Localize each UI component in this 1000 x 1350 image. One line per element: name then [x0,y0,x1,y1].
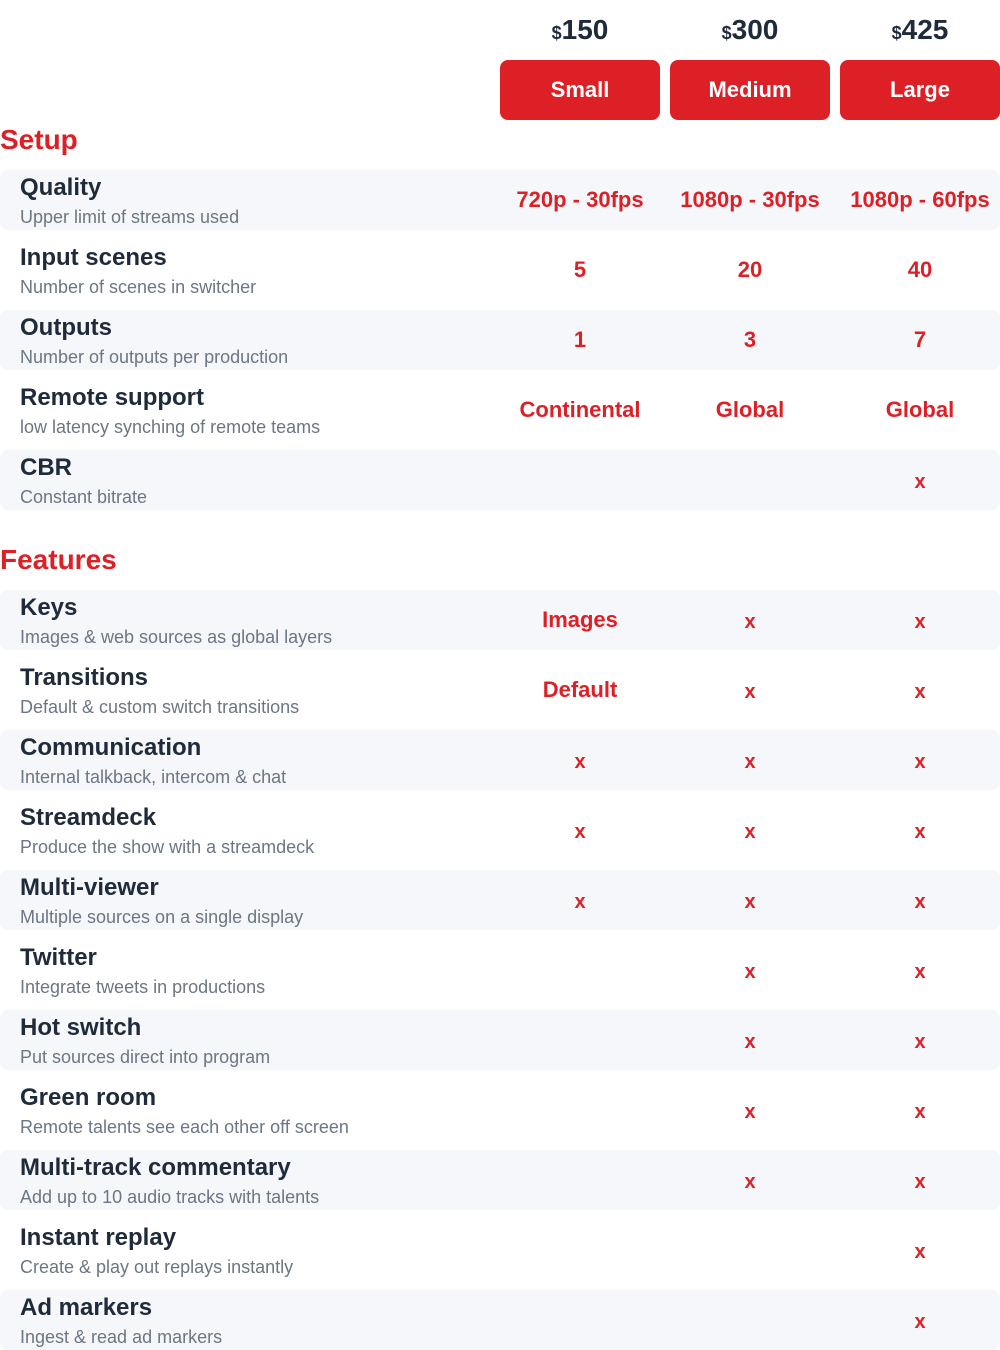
feature-name: Ad markers [20,1294,153,1321]
plan-value-medium: 20 [737,257,763,282]
feature-description: Put sources direct into program [20,1047,271,1067]
feature-description: Ingest & read ad markers [20,1327,223,1347]
feature-description: Add up to 10 audio tracks with talents [20,1187,320,1207]
plan-value-small [495,1010,665,1070]
feature-name: Multi-track commentary [20,1154,291,1181]
plan-value-medium: Global [715,397,785,422]
plan-value-large: 1080p - 60fps [850,187,990,212]
plan-value-medium: 1080p - 30fps [680,187,820,212]
plan-value-large: x [914,1100,926,1123]
plan-value-small: 5 [573,257,587,282]
plan-value-large: x [914,1030,926,1053]
feature-description: Default & custom switch transitions [20,697,300,717]
plan-small-button[interactable]: Small [500,60,660,120]
plan-value-large: x [914,610,926,633]
plan-medium-price: $300 [721,14,779,45]
plan-value-small: 720p - 30fps [516,187,644,212]
plan-value-medium: x [744,750,756,773]
plan-value-medium [665,1220,835,1280]
section-title-setup: Setup [0,124,78,155]
plan-value-medium: x [744,1100,756,1123]
plan-value-small: x [574,750,586,773]
feature-description: Constant bitrate [20,487,148,507]
plan-value-small [495,1290,665,1350]
plan-value-small [495,450,665,510]
table-row [0,380,1000,450]
feature-name: Green room [20,1084,157,1111]
plan-value-small [495,1150,665,1210]
plan-value-small: Continental [519,397,641,422]
plan-value-medium: x [744,680,756,703]
features-table [0,590,1000,1350]
feature-description: Internal talkback, intercom & chat [20,767,287,787]
table-row [0,800,1000,870]
feature-name: Transitions [20,664,149,691]
plan-value-medium: x [744,1170,756,1193]
table-row [0,660,1000,730]
feature-description: Multiple sources on a single display [20,907,304,927]
plan-value-medium: x [744,1030,756,1053]
feature-description: Upper limit of streams used [20,207,240,227]
plan-value-large: x [914,750,926,773]
feature-name: Hot switch [20,1014,142,1041]
table-row [0,1150,1000,1220]
feature-name: Twitter [20,944,97,971]
plan-value-small: x [574,890,586,913]
feature-description: low latency synching of remote teams [20,417,321,437]
plan-large-button[interactable]: Large [840,60,1000,120]
table-row [0,450,1000,520]
plan-value-large: x [914,960,926,983]
feature-description: Create & play out replays instantly [20,1257,294,1277]
feature-name: Communication [20,734,202,761]
plan-value-large: 40 [907,257,933,282]
plan-value-medium: x [744,610,756,633]
plan-value-medium: x [744,890,756,913]
table-row [0,590,1000,660]
feature-name: CBR [20,454,72,481]
table-row [0,870,1000,940]
plan-value-small [495,940,665,1000]
table-row [0,1220,1000,1290]
plan-value-medium [665,450,835,510]
feature-name: Streamdeck [20,804,157,831]
feature-name: Quality [20,174,102,201]
feature-description: Number of outputs per production [20,347,289,367]
plan-header [0,0,1000,125]
plan-value-large: x [914,1310,926,1333]
table-row [0,1290,1000,1350]
feature-description: Remote talents see each other off screen [20,1117,349,1137]
table-row [0,310,1000,380]
table-row [0,170,1000,240]
plan-value-large: x [914,890,926,913]
plan-value-small: x [574,820,586,843]
plan-value-medium [665,1290,835,1350]
feature-description: Images & web sources as global layers [20,627,333,647]
feature-name: Keys [20,594,78,621]
setup-table [0,170,1000,520]
feature-name: Outputs [20,314,112,341]
plan-large-price: $425 [891,14,949,45]
plan-value-large: 7 [913,327,927,352]
feature-description: Integrate tweets in productions [20,977,266,997]
plan-value-small [495,1220,665,1280]
plan-value-small: Images [542,607,618,632]
table-row [0,940,1000,1010]
feature-name: Remote support [20,384,205,411]
plan-value-large: x [914,680,926,703]
table-row [0,1080,1000,1150]
feature-description: Produce the show with a streamdeck [20,837,315,857]
feature-name: Input scenes [20,244,167,271]
plan-value-large: x [914,1170,926,1193]
feature-description: Number of scenes in switcher [20,277,257,297]
plan-value-medium: 3 [743,327,757,352]
plan-small-price: $150 [551,14,609,45]
plan-value-large: x [914,820,926,843]
feature-name: Multi-viewer [20,874,159,901]
feature-name: Instant replay [20,1224,177,1251]
plan-value-large: x [914,1240,926,1263]
plan-medium-button[interactable]: Medium [670,60,830,120]
plan-value-medium: x [744,820,756,843]
plan-value-small: 1 [573,327,587,352]
table-row [0,730,1000,800]
plan-value-large: x [914,470,926,493]
plan-value-medium: x [744,960,756,983]
table-row [0,240,1000,310]
table-row [0,1010,1000,1080]
section-title-features: Features [0,544,117,575]
plan-value-small: Default [542,677,618,702]
plan-value-small [495,1080,665,1140]
plan-value-large: Global [885,397,955,422]
